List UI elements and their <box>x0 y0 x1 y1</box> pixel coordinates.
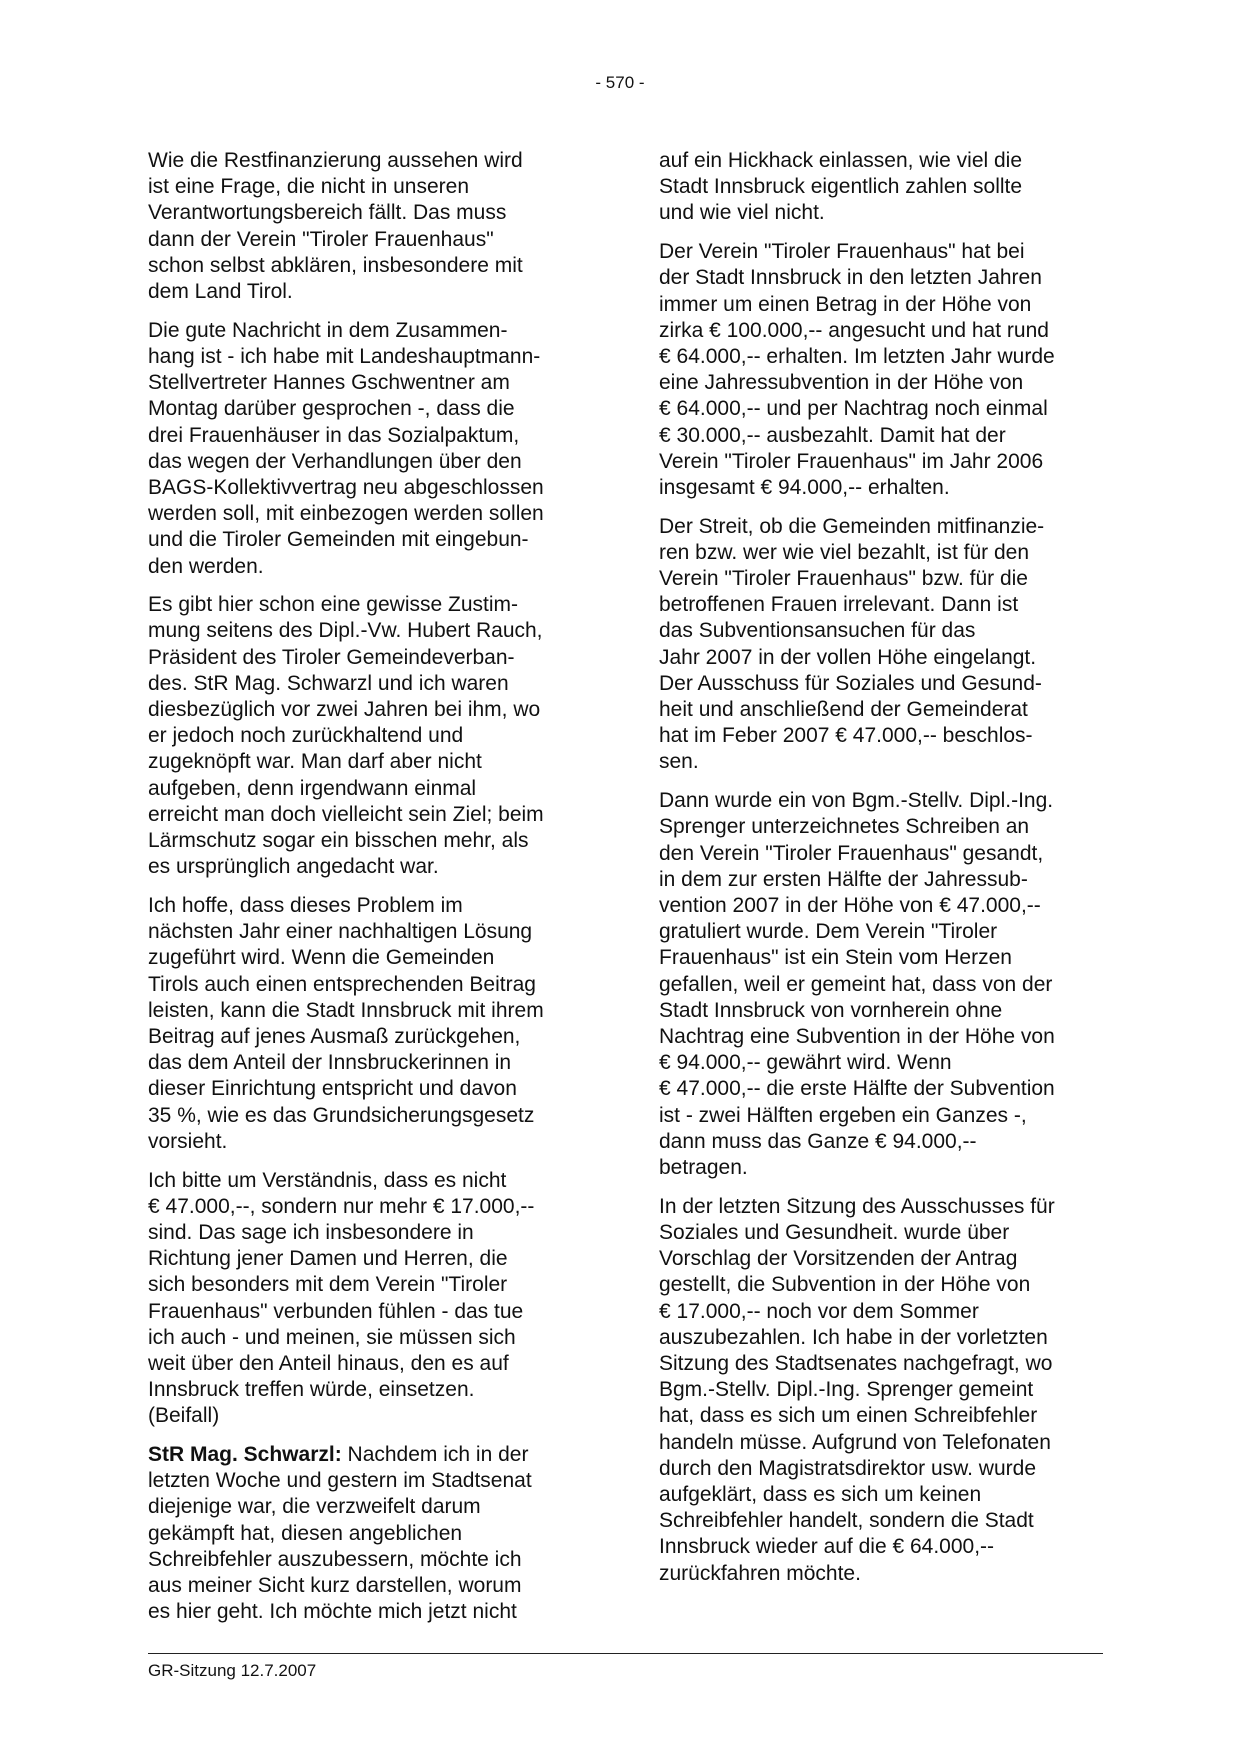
paragraph: Dann wurde ein von Bgm.-Stellv. Dipl.-Ing. Sprenger unterzeichnetes Schreiben an den Verein "Tiroler Frauenhaus" gesandt, in dem zur ersten Hälfte der Jahressub- vention 2007 in der Höhe von € 47.000,-- gratuliert wurde. Dem Verein "Tiroler Frauenhaus" ist ein Stein vom Herzen gefallen, weil er gemeint hat, dass von der Stadt Innsbruck von vornherein ohne Nachtrag eine Subvention in der Höhe von € 94.000,-- gewährt wird. Wenn € 47.000,-- die erste Hälfte der Subvention ist - zwei Hälften ergeben ein Ganzes -, dann muss das Ganze € 94.000,-- betragen. <box>659 789 1055 1180</box>
paragraph: Der Streit, ob die Gemeinden mitfinanzie- ren bzw. wer wie viel bezahlt, ist für den Verein "Tiroler Frauenhaus" bzw. für die betroffenen Frauen irrelevant. Dann ist das Subventionsansuchen für das Jahr 2007 in der vollen Höhe eingelangt. Der Ausschuss für Soziales und Gesund- heit und anschließend der Gemeinderat hat im Feber 2007 € 47.000,-- beschlos- sen. <box>659 514 1045 774</box>
paragraph: Wie die Restfinanzierung aussehen wird ist eine Frage, die nicht in unseren Verantwortungsbereich fällt. Das muss dann der Verein "Tiroler Frauenhaus" schon selbst abklären, insbesondere mit dem Land Tirol. <box>148 149 523 304</box>
speaker-text: Nachdem ich in der letzten Woche und gestern im Stadtsenat diejenige war, die verzweifelt darum gekämpft hat, diesen angeblichen Schreibfehler auszubessern, möchte ich aus meiner Sicht kurz darstellen, worum es hier geht. Ich möchte mich jetzt nicht <box>148 1443 532 1624</box>
paragraph: Die gute Nachricht in dem Zusammen- hang ist - ich habe mit Landeshauptmann- Stellvertreter Hannes Gschwentner am Montag darüber gesprochen -, dass die drei Frauenhäuser in das Sozialpaktum, das wegen der Verhandlungen über den BAGS-Kollektivvertrag neu abgeschlossen werden soll, mit einbezogen werden sollen und die Tiroler Gemeinden mit eingebun- den werden. <box>148 318 544 578</box>
left-column <box>148 148 572 1638</box>
paragraph: Der Verein "Tiroler Frauenhaus" hat bei der Stadt Innsbruck in den letzten Jahren immer um einen Betrag in der Höhe von zirka € 100.000,-- angesucht und hat rund € 64.000,-- erhalten. Im letzten Jahr wurde eine Jahressubvention in der Höhe von € 64.000,-- und per Nachtrag noch einmal € 30.000,-- ausbezahlt. Damit hat der Verein "Tiroler Frauenhaus" im Jahr 2006 insgesamt € 94.000,-- erhalten. <box>659 240 1055 499</box>
speaker-paragraph <box>148 1442 572 1625</box>
paragraph: auf ein Hickhack einlassen, wie viel die Stadt Innsbruck eigentlich zahlen sollte und wie viel nicht. <box>659 149 1023 225</box>
footer-divider <box>148 1653 1103 1654</box>
footer-session-label: GR-Sitzung 12.7.2007 <box>148 1661 317 1680</box>
paragraph: Ich hoffe, dass dieses Problem im nächsten Jahr einer nachhaltigen Lösung zugeführt wird. Wenn die Gemeinden Tirols auch einen entsprechenden Beitrag leisten, kann die Stadt Innsbruck mit ihrem Beitrag auf jenes Ausmaß zurückgehen, das dem Anteil der Innsbruckerinnen in dieser Einrichtung entspricht und davon 35 %, wie es das Grundsicherungsgesetz vorsieht. <box>148 893 544 1153</box>
speaker-name: StR Mag. Schwarzl: <box>148 1443 342 1467</box>
right-column <box>659 148 1083 1599</box>
paragraph: In der letzten Sitzung des Ausschusses für Soziales und Gesundheit. wurde über Vorschlag der Vorsitzenden der Antrag gestellt, die Subvention in der Höhe von € 17.000,-- noch vor dem Sommer auszubezahlen. Ich habe in der vorletzten Sitzung des Stadtsenates nachgefragt, wo Bgm.-Stellv. Dipl.-Ing. Sprenger gemeint hat, dass es sich um einen Schreibfehler handeln müsse. Aufgrund von Telefonaten durch den Magistratsdirektor usw. wurde aufgeklärt, dass es sich um keinen Schreibfehler handelt, sondern die Stadt Innsbruck wieder auf die € 64.000,-- zurückfahren möchte. <box>659 1194 1055 1585</box>
page-number: - 570 - <box>595 73 645 92</box>
paragraph: Es gibt hier schon eine gewisse Zustim- mung seitens des Dipl.-Vw. Hubert Rauch, Präsident des Tiroler Gemeindeverban- des. StR Mag. Schwarzl und ich waren diesbezüglich vor zwei Jahren bei ihm, wo er jedoch noch zurückhaltend und zugeknöpft war. Man darf aber nicht aufgeben, denn irgendwann einmal erreicht man doch vielleicht sein Ziel; beim Lärmschutz sogar ein bisschen mehr, als es ursprünglich angedacht war. <box>148 593 544 879</box>
paragraph: Ich bitte um Verständnis, dass es nicht € 47.000,--, sondern nur mehr € 17.000,-- sind. Das sage ich insbesondere in Richtung jener Damen und Herren, die sich besonders mit dem Verein "Tiroler Frauenhaus" verbunden fühlen - das tue ich auch - und meinen, sie müssen sich weit über den Anteil hinaus, den es auf Innsbruck treffen würde, einsetzen. (Beifall) <box>148 1168 535 1428</box>
